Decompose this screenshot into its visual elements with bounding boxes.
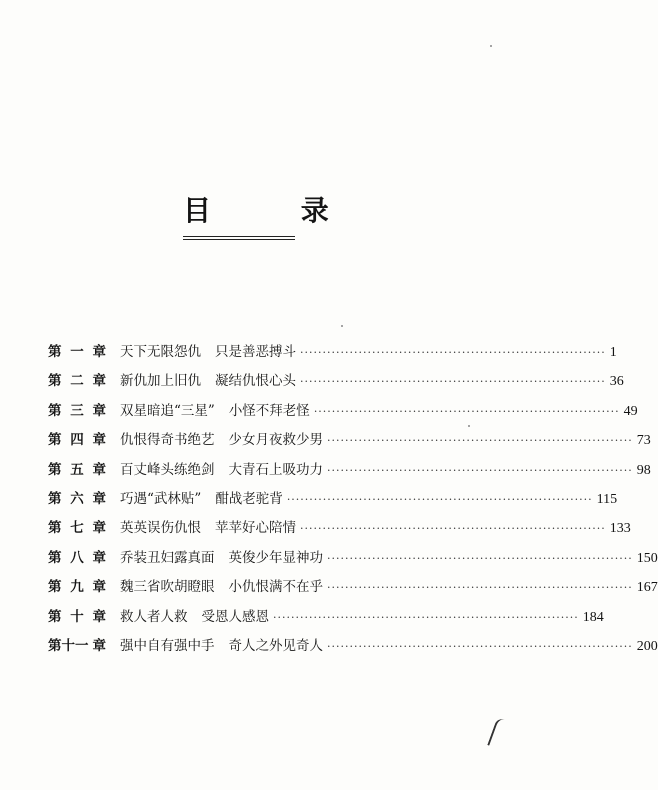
- chapter-title-second: 受恩人感恩: [201, 608, 269, 625]
- page-number: 36: [609, 374, 624, 390]
- chapter-number: 第 十 章: [48, 608, 106, 625]
- chapter-number: 第 八 章: [48, 549, 106, 566]
- chapter-title-second: 少女月夜救少男: [228, 432, 323, 449]
- chapter-title-second: 小仇恨满不在乎: [228, 579, 323, 596]
- page-number: 200: [636, 638, 658, 654]
- chapter-title-first: 强中自有强中手: [120, 637, 215, 654]
- dot-leader: ····································································: [327, 463, 633, 477]
- page-title: 目 录: [183, 192, 295, 237]
- chapter-number: 第十一 章: [48, 637, 106, 654]
- chapter-number: 第 九 章: [48, 579, 106, 596]
- page-edge-mark: [487, 717, 509, 749]
- chapter-title-second: 英俊少年显神功: [228, 549, 323, 566]
- toc-row: [48, 575, 658, 604]
- dot-leader: ····································································: [327, 581, 633, 595]
- chapter-title-first: 天下无限怨仇: [120, 344, 201, 360]
- page-number: 73: [636, 433, 651, 449]
- chapter-number: 第 三 章: [48, 402, 106, 419]
- scan-speck: [468, 425, 470, 427]
- chapter-number: 第 五 章: [48, 461, 106, 478]
- chapter-title-second: 奇人之外见奇人: [228, 637, 323, 654]
- toc-row: [48, 605, 604, 634]
- toc-row: [48, 516, 631, 545]
- toc-row: [48, 546, 658, 575]
- toc-row: [48, 634, 658, 663]
- page-number: 167: [636, 580, 658, 596]
- toc-row: [48, 399, 638, 428]
- toc-row: [48, 340, 617, 369]
- dot-leader: ····································································: [327, 434, 633, 448]
- toc-row: [48, 458, 651, 487]
- dot-leader: ····································································: [300, 375, 606, 389]
- chapter-title-second: 凝结仇恨心头: [215, 373, 296, 390]
- chapter-title-first: 巧遇“武林贴”: [120, 490, 202, 507]
- dot-leader: ····································································: [313, 404, 620, 418]
- scan-speck: [341, 325, 343, 327]
- chapter-title-first: 英英误伤仇恨: [120, 520, 201, 537]
- chapter-title-first: 双星暗追“三星”: [120, 402, 215, 419]
- chapter-number: 第 一 章: [48, 344, 106, 360]
- chapter-title-second: 小怪不拜老怪: [228, 402, 310, 419]
- toc-row: [48, 369, 624, 398]
- page-number: 49: [623, 403, 638, 419]
- page-number: 98: [636, 462, 651, 478]
- page-number: 133: [609, 521, 631, 537]
- chapter-title-second: 大青石上吸功力: [228, 461, 323, 478]
- chapter-title-first: 新仇加上旧仇: [120, 373, 201, 390]
- dot-leader: ····································································: [273, 610, 579, 624]
- page-number: 184: [582, 609, 604, 625]
- chapter-title-second: 酣战老驼背: [215, 490, 283, 507]
- dot-leader: ····································································: [300, 522, 606, 536]
- chapter-number: 第 七 章: [48, 520, 106, 537]
- chapter-title-first: 乔装丑妇露真面: [120, 549, 215, 566]
- chapter-number: 第 二 章: [48, 373, 106, 390]
- chapter-title-first: 百丈峰头练绝剑: [120, 461, 215, 478]
- chapter-number: 第 六 章: [48, 490, 106, 507]
- dot-leader: ····································································: [327, 639, 633, 653]
- page-number: 115: [596, 491, 618, 507]
- chapter-title-second: 苹苹好心陪情: [215, 520, 296, 537]
- chapter-title-second: 只是善恶搏斗: [215, 344, 296, 360]
- page-number: 1: [609, 345, 617, 360]
- chapter-number: 第 四 章: [48, 432, 106, 449]
- dot-leader: ····································································: [327, 551, 633, 565]
- chapter-title-first: 救人者人救: [120, 608, 188, 625]
- scan-speck: [490, 45, 492, 47]
- chapter-title-first: 魏三省吹胡瞪眼: [120, 579, 215, 596]
- dot-leader: ····································································: [286, 492, 593, 506]
- page-number: 150: [636, 550, 658, 566]
- toc-row: [48, 428, 651, 457]
- dot-leader: ····································································: [300, 346, 606, 359]
- chapter-title-first: 仇恨得奇书绝艺: [120, 432, 215, 449]
- table-of-contents: [48, 340, 658, 663]
- toc-row: [48, 487, 618, 516]
